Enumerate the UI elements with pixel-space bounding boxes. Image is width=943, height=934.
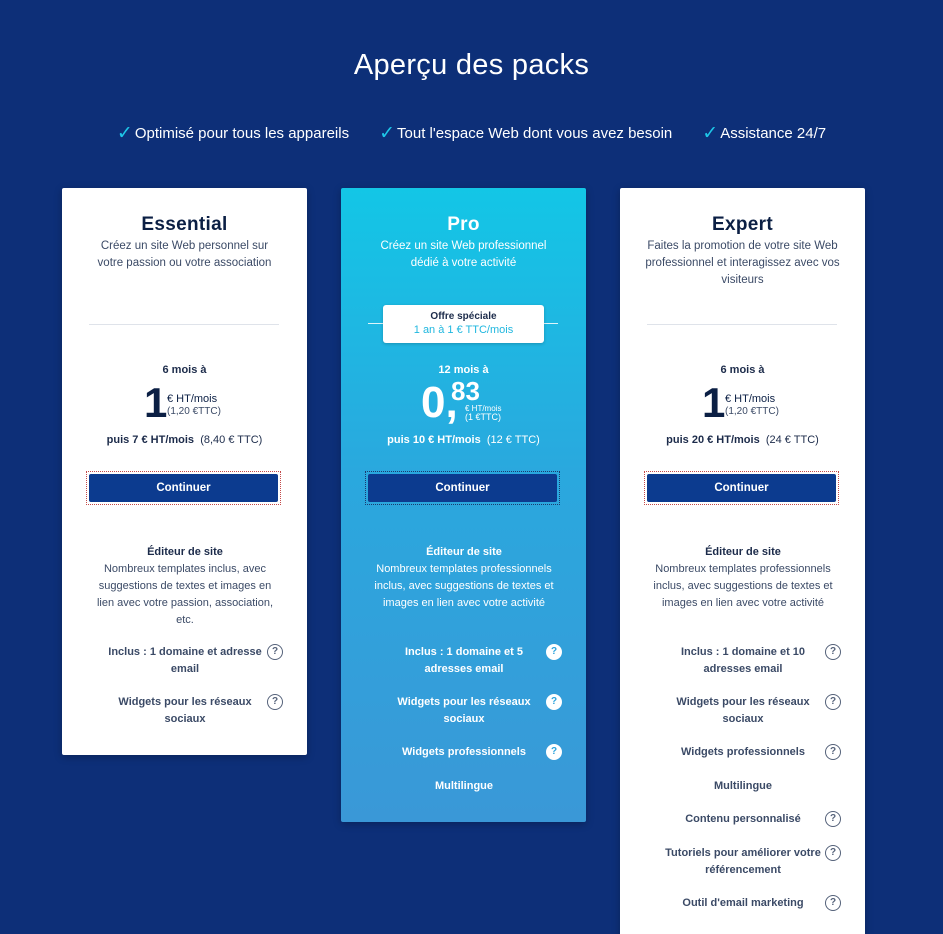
plan-feature-label: Inclus : 1 domaine et 10 adresses email bbox=[680, 646, 806, 675]
plan-feature bbox=[648, 778, 838, 795]
feature-item bbox=[702, 124, 826, 143]
price-after bbox=[341, 434, 586, 446]
plan-name: Expert bbox=[712, 214, 773, 235]
plan-feature bbox=[90, 694, 280, 728]
divider bbox=[647, 324, 837, 325]
plan-feature-label: Widgets pour les réseaux sociaux bbox=[676, 696, 810, 725]
plan-period: 12 mois à bbox=[438, 364, 489, 376]
editor-body: Nombreux templates professionnels inclus, avec suggestions de textes et images en lien avec votre activité bbox=[653, 563, 833, 609]
price-integer: 1 bbox=[702, 379, 726, 426]
question-circle-icon[interactable]: ? bbox=[546, 744, 562, 760]
continue-button[interactable]: Continuer bbox=[647, 474, 836, 502]
question-circle-icon[interactable]: ? bbox=[825, 811, 841, 827]
plan-card-essential bbox=[62, 188, 307, 755]
plan-period: 6 mois à bbox=[720, 364, 765, 376]
feature-item bbox=[117, 124, 349, 143]
question-circle-icon[interactable]: ? bbox=[267, 694, 283, 710]
question-circle-icon[interactable]: ? bbox=[825, 694, 841, 710]
plan-period: 6 mois à bbox=[162, 364, 207, 376]
question-circle-icon[interactable]: ? bbox=[825, 744, 841, 760]
price-after-ttc: (8,40 € TTC) bbox=[200, 434, 263, 446]
price-unit-label: € HT/mois bbox=[725, 393, 776, 405]
editor-body: Nombreux templates professionnels inclus, avec suggestions de textes et images en lien avec votre activité bbox=[374, 563, 554, 609]
editor-heading: Éditeur de site bbox=[426, 546, 502, 558]
plan-card-pro bbox=[341, 188, 586, 822]
question-circle-icon[interactable]: ? bbox=[825, 845, 841, 861]
plan-feature-label: Widgets pour les réseaux sociaux bbox=[397, 696, 531, 725]
plan-feature bbox=[369, 694, 559, 728]
question-circle-icon[interactable]: ? bbox=[267, 644, 283, 660]
price-unit bbox=[167, 393, 221, 418]
plan-feature bbox=[369, 778, 559, 795]
plan-feature-label: Outil d'email marketing bbox=[682, 897, 804, 909]
feature-label: Optimisé pour tous les appareils bbox=[134, 125, 350, 142]
continue-button-wrap bbox=[365, 471, 560, 505]
price-after-ht: puis 7 € HT/mois bbox=[106, 434, 195, 446]
plan-feature bbox=[369, 744, 559, 761]
price-ttc: (1,20 €TTC) bbox=[725, 406, 779, 417]
plan-feature bbox=[369, 644, 559, 678]
price-ttc: (1,20 €TTC) bbox=[167, 406, 221, 417]
plan-feature-label: Tutoriels pour améliorer votre référencement bbox=[665, 847, 821, 876]
continue-button[interactable]: Continuer bbox=[368, 474, 557, 502]
plan-price bbox=[341, 376, 586, 427]
plan-feature bbox=[648, 694, 838, 728]
plan-feature-label: Inclus : 1 domaine et adresse email bbox=[108, 646, 262, 675]
plan-feature-label: Multilingue bbox=[713, 780, 773, 792]
page-title: Aperçu des packs bbox=[353, 49, 590, 82]
plan-name: Essential bbox=[141, 214, 228, 235]
continue-button-wrap bbox=[644, 471, 839, 505]
plan-feature-label: Widgets professionnels bbox=[681, 746, 805, 758]
price-ttc: (1 €TTC) bbox=[465, 412, 501, 422]
plan-feature-label: Inclus : 1 domaine et 5 adresses email bbox=[405, 646, 523, 675]
price-integer: 1 bbox=[144, 379, 168, 426]
check-icon: ✓ bbox=[379, 123, 396, 144]
feature-label: Tout l'espace Web dont vous avez besoin bbox=[397, 125, 673, 142]
question-circle-icon[interactable]: ? bbox=[546, 694, 562, 710]
plan-editor bbox=[648, 544, 838, 612]
special-offer-badge bbox=[383, 305, 544, 343]
plan-price bbox=[620, 381, 865, 425]
plan-editor bbox=[369, 544, 559, 612]
special-offer-value: 1 an à 1 € TTC/mois bbox=[413, 324, 514, 336]
plan-feature bbox=[90, 644, 280, 678]
price-after bbox=[620, 434, 865, 446]
question-circle-icon[interactable]: ? bbox=[546, 644, 562, 660]
check-icon: ✓ bbox=[702, 123, 719, 144]
plan-description: Créez un site Web personnel sur votre passion ou votre association bbox=[97, 240, 272, 269]
question-circle-icon[interactable]: ? bbox=[825, 644, 841, 660]
plan-feature bbox=[648, 845, 838, 879]
plan-editor bbox=[90, 544, 280, 629]
plan-description: Créez un site Web professionnel dédié à votre activité bbox=[380, 240, 547, 269]
price-integer: 0, bbox=[421, 378, 458, 427]
continue-button-wrap bbox=[86, 471, 281, 505]
question-circle-icon[interactable]: ? bbox=[825, 895, 841, 911]
plan-feature bbox=[648, 895, 838, 912]
divider bbox=[89, 324, 279, 325]
special-offer-title: Offre spéciale bbox=[430, 311, 497, 322]
price-decimal: 83 bbox=[451, 376, 480, 406]
price-after bbox=[62, 434, 307, 446]
plan-feature-label: Multilingue bbox=[434, 780, 494, 792]
plan-feature bbox=[648, 644, 838, 678]
feature-list bbox=[0, 124, 943, 143]
plan-feature-label: Widgets pour les réseaux sociaux bbox=[118, 696, 252, 725]
plan-feature bbox=[648, 744, 838, 761]
price-unit bbox=[465, 404, 501, 422]
check-icon: ✓ bbox=[116, 123, 133, 144]
price-unit bbox=[725, 393, 779, 418]
plan-card-expert bbox=[620, 188, 865, 934]
editor-heading: Éditeur de site bbox=[147, 546, 223, 558]
plan-price bbox=[62, 381, 307, 425]
price-after-ttc: (12 € TTC) bbox=[486, 434, 540, 446]
price-unit-label: € HT/mois bbox=[465, 404, 502, 413]
price-after-ttc: (24 € TTC) bbox=[765, 434, 819, 446]
plan-feature-label: Contenu personnalisé bbox=[685, 813, 801, 825]
editor-body: Nombreux templates inclus, avec suggestions de textes et images en lien avec votre passion, association, etc. bbox=[96, 563, 274, 626]
continue-button[interactable]: Continuer bbox=[89, 474, 278, 502]
plan-description: Faites la promotion de votre site Web professionnel et interagissez avec vos visiteurs bbox=[645, 240, 840, 286]
editor-heading: Éditeur de site bbox=[705, 546, 781, 558]
plan-feature bbox=[648, 811, 838, 828]
price-after-ht: puis 20 € HT/mois bbox=[666, 434, 760, 446]
plan-feature-label: Widgets professionnels bbox=[402, 746, 526, 758]
feature-label: Assistance 24/7 bbox=[720, 125, 827, 142]
plan-name: Pro bbox=[447, 214, 480, 235]
price-after-ht: puis 10 € HT/mois bbox=[387, 434, 481, 446]
price-unit-label: € HT/mois bbox=[167, 393, 218, 405]
feature-item bbox=[379, 124, 672, 143]
